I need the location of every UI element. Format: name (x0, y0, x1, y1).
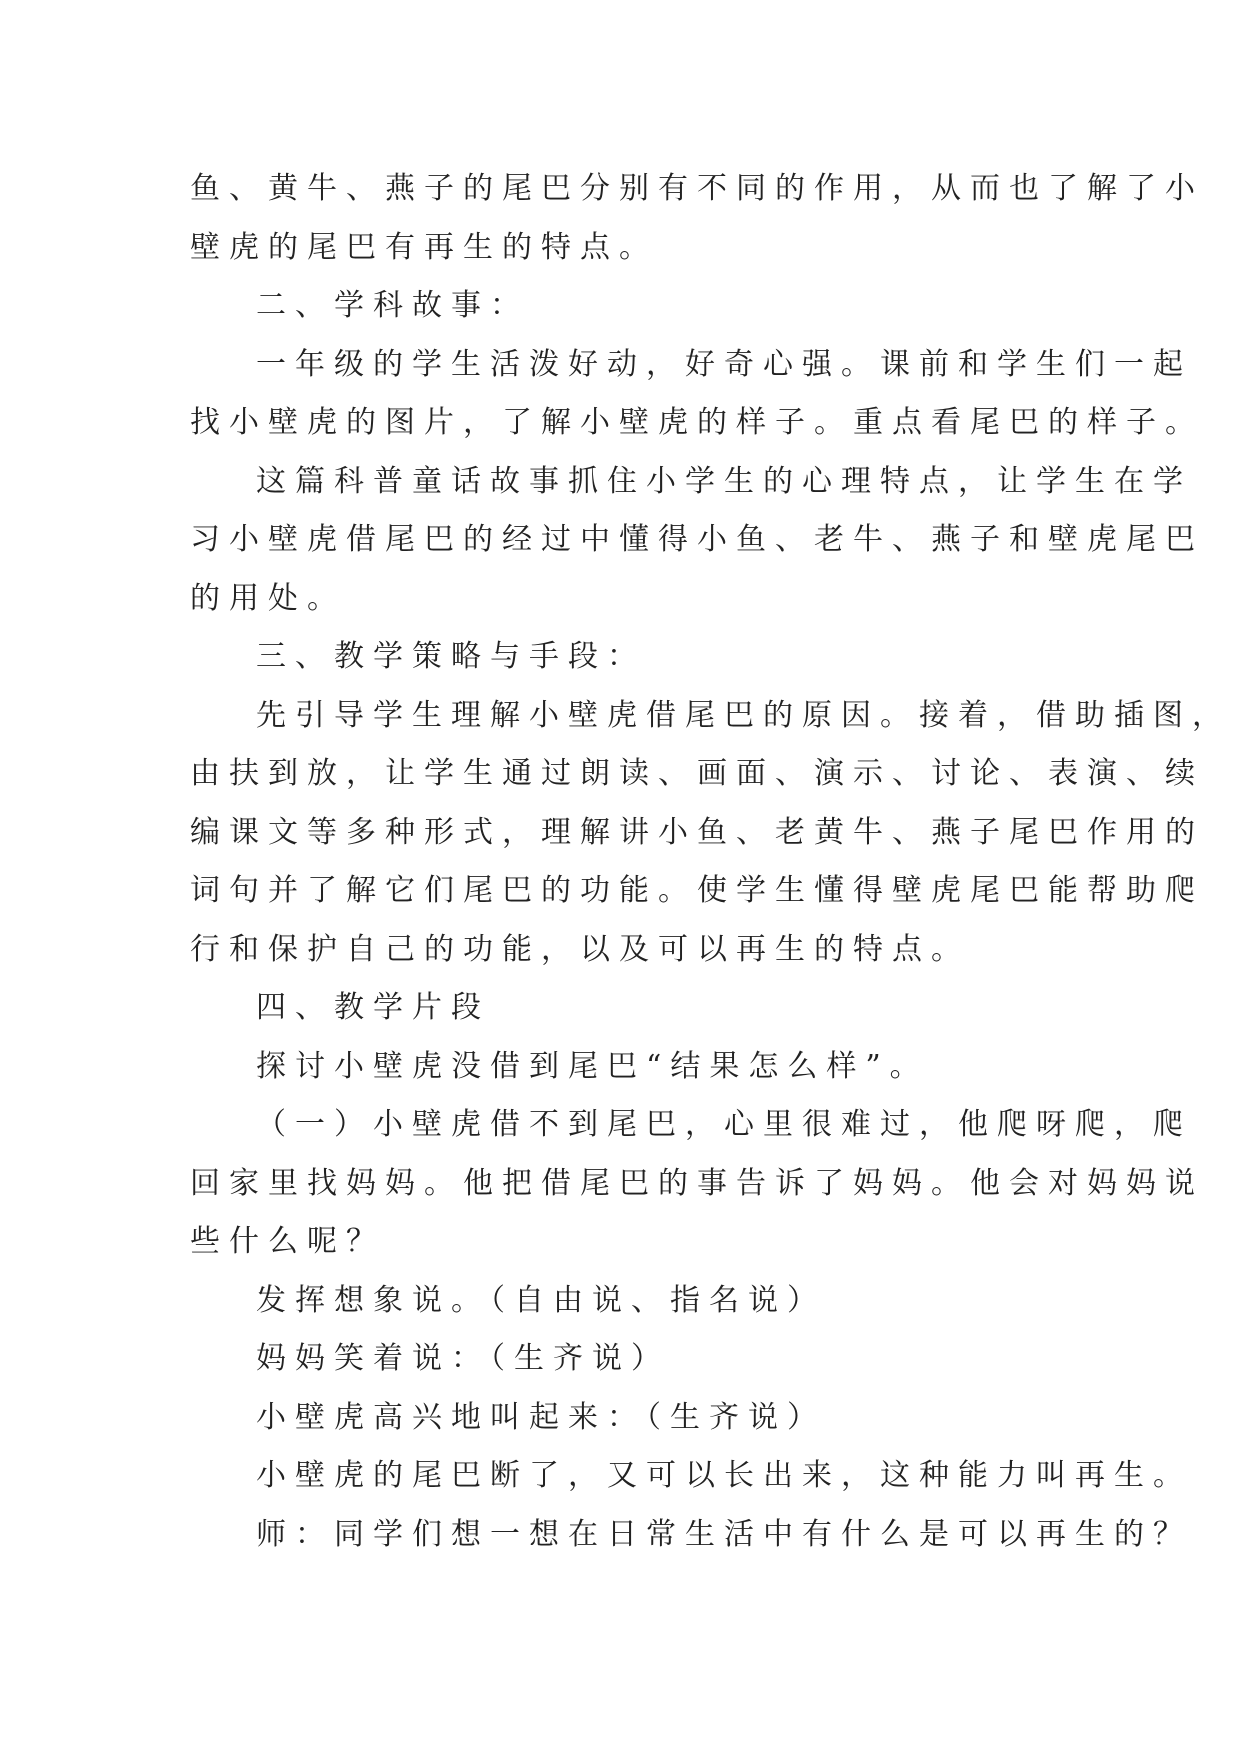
text-line: 发挥想象说。（自由说、指名说） (256, 1282, 826, 1318)
text-line: 三、教学策略与手段： (256, 639, 646, 674)
text-line: 词句并了解它们尾巴的功能。使学生懂得壁虎尾巴能帮助爬 (190, 873, 1204, 908)
text-line: 壁虎的尾巴有再生的特点。 (190, 229, 658, 265)
text-line: 这篇科普童话故事抓住小学生的心理特点，让学生在学 (256, 463, 1192, 499)
document-body (190, 160, 1231, 1564)
text-line: （一）小壁虎借不到尾巴，心里很难过，他爬呀爬，爬 (256, 1107, 1192, 1142)
text-line: 妈妈笑着说：（生齐说） (256, 1341, 670, 1376)
text-line: 师：同学们想一想在日常生活中有什么是可以再生的？ (256, 1516, 1192, 1552)
text-line: 探讨小壁虎没借到尾巴“结果怎么样”。 (256, 1048, 929, 1084)
text-line: 先引导学生理解小壁虎借尾巴的原因。接着，借助插图， (256, 697, 1231, 733)
text-line: 一年级的学生活泼好动，好奇心强。课前和学生们一起 (256, 346, 1192, 382)
text-line: 的用处。 (190, 580, 346, 616)
text-line: 习小壁虎借尾巴的经过中懂得小鱼、老牛、燕子和壁虎尾巴 (190, 522, 1204, 557)
text-line: 行和保护自己的功能，以及可以再生的特点。 (190, 931, 970, 967)
text-line: 四、教学片段 (256, 990, 490, 1025)
text-line: 由扶到放，让学生通过朗读、画面、演示、讨论、表演、续 (190, 756, 1204, 791)
text-line: 回家里找妈妈。他把借尾巴的事告诉了妈妈。他会对妈妈说 (190, 1165, 1204, 1201)
text-line: 二、学科故事： (256, 288, 529, 323)
text-line: 小壁虎的尾巴断了，又可以长出来，这种能力叫再生。 (256, 1458, 1192, 1493)
text-line: 找小壁虎的图片，了解小壁虎的样子。重点看尾巴的样子。 (190, 405, 1204, 440)
text-line: 小壁虎高兴地叫起来：（生齐说） (256, 1399, 826, 1435)
text-line: 些什么呢？ (190, 1224, 385, 1259)
text-line: 编课文等多种形式，理解讲小鱼、老黄牛、燕子尾巴作用的 (190, 814, 1204, 850)
text-line: 鱼、黄牛、燕子的尾巴分别有不同的作用，从而也了解了小 (190, 171, 1204, 206)
